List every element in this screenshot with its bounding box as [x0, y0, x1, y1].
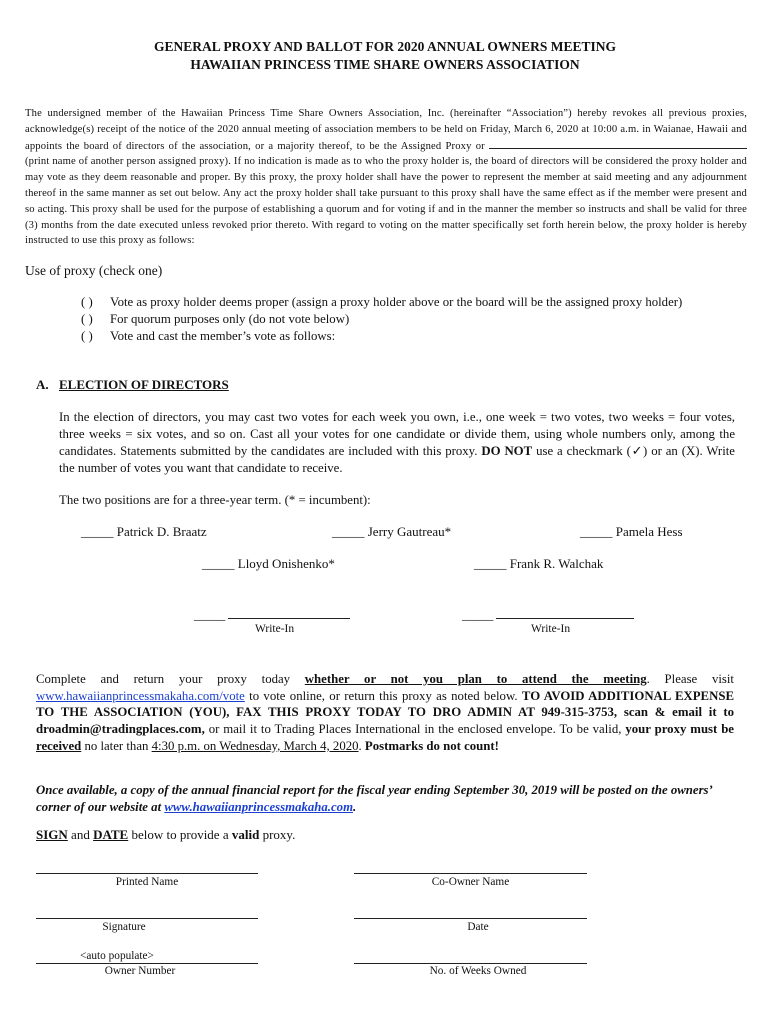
form-title: GENERAL PROXY AND BALLOT FOR 2020 ANNUAL OWNERS MEETING	[153, 39, 617, 54]
intro-text-2: (print name of another person assigned proxy). If no indication is made as to who the proxy holder is, the board of directors will be considered the proxy holder and may vote as they deem reasonable and proper. By this proxy, the proxy holder shall have the power to represent the member at said meeting and any adjournment thereof in the same manner as set out below. Any act the proxy holder shall take pursuant to this proxy shall have the same effect as if the member were present and so acting. This proxy shall be used for the purpose of establishing a quorum and for voting if and in the manner the member so instructs and shall be valid for three (3) months from the date executed unless revoked prior thereto. With regard to voting on the matter specifically set forth herein below, the proxy holder is hereby instructed to use this proxy as follows:	[25, 156, 747, 247]
note-text: .	[353, 800, 357, 814]
election-text: In the election of directors, you may cast two votes for each week you own, i.e., one week = two votes, two weeks = four votes, three weeks = six votes, and so on. Cast all your votes for one candidate or divide them, using whole numbers only, among the candidates. Statements submitted by the candidates are included with this proxy.	[59, 410, 735, 458]
note-text: Once available, a copy of the annual financial report for the fiscal year ending September 30, 2019 will be posted on the owners’ corner of our website at	[36, 783, 712, 814]
proxy-option-vote[interactable]	[81, 328, 682, 345]
co-owner-name-label: Co-Owner Name	[431, 876, 510, 888]
candidate-patrick-braatz[interactable]: _____ Patrick D. Braatz	[81, 524, 207, 539]
assigned-proxy-name-field[interactable]	[489, 138, 747, 149]
write-in-field-2[interactable]	[462, 606, 634, 623]
fax-instructions: TO AVOID ADDITIONAL EXPENSE TO THE ASSOCIATION (YOU), FAX THIS PROXY TODAY TO DRO ADMIN AT 949-315-3753, scan & email it to droadmin@tradingplaces.com,	[36, 688, 734, 737]
candidate-pamela-hess[interactable]: _____ Pamela Hess	[580, 524, 683, 539]
financial-report-note	[36, 782, 734, 816]
option-label: Vote and cast the member’s vote as follows:	[110, 329, 336, 343]
weeks-owned-label: No. of Weeks Owned	[429, 965, 527, 977]
option-label: For quorum purposes only (do not vote below)	[110, 312, 350, 326]
closing-text: Complete and return your proxy today	[36, 672, 291, 686]
section-title: ELECTION OF DIRECTORS	[59, 377, 229, 392]
signature-label: Signature	[102, 921, 146, 933]
signature-field[interactable]	[36, 918, 258, 919]
intro-paragraph	[25, 106, 747, 249]
owner-number-value: <auto populate>	[80, 950, 154, 962]
received-emphasis: your proxy must be	[625, 722, 734, 737]
write-in-name-line[interactable]	[496, 606, 634, 619]
owner-number-label: Owner Number	[104, 965, 176, 977]
election-text-2: use a checkmark (✓) or an (X). Write the number of votes you want that candidate to receive.	[59, 444, 735, 475]
date-word: DATE	[93, 827, 129, 842]
candidate-frank-walchak[interactable]: _____ Frank R. Walchak	[474, 556, 604, 571]
owner-number-field[interactable]	[36, 963, 258, 964]
postmark-warning: Postmarks do not count!	[364, 738, 499, 753]
write-in-label-2: Write-In	[531, 623, 571, 635]
checkbox-parens[interactable]: ( )	[81, 312, 93, 326]
vote-blank: _____	[194, 608, 226, 622]
printed-name-label: Printed Name	[115, 876, 179, 888]
date-field[interactable]	[354, 918, 587, 919]
vote-link[interactable]: www.hawaiianprincessmakaha.com/vote	[36, 688, 245, 703]
proxy-option-quorum[interactable]	[81, 311, 682, 328]
closing-text: to vote online, or return this proxy as noted below.	[249, 688, 518, 703]
checkbox-parens[interactable]: ( )	[81, 295, 93, 309]
website-link[interactable]: www.hawaiianprincessmakaha.com	[164, 800, 354, 814]
sign-text: proxy.	[262, 827, 296, 842]
checkbox-parens[interactable]: ( )	[81, 329, 93, 343]
closing-text: no later than	[84, 738, 149, 753]
sign-text: and	[71, 827, 90, 842]
closing-text: or mail it to Trading Places International in the enclosed envelope. To be valid,	[208, 722, 622, 737]
printed-name-field[interactable]	[36, 873, 258, 874]
do-not-emphasis: DO NOT	[481, 444, 533, 458]
closing-text: .	[358, 738, 362, 753]
received-word: received	[36, 738, 82, 753]
write-in-label-1: Write-In	[255, 623, 295, 635]
intro-text-1: The undersigned member of the Hawaiian Princess Time Share Owners Association, Inc. (hereinafter “Association”) hereby revokes all previous proxies, acknowledge(s) receipt of the notice of the 2020 annual meeting of association members to be held on Friday, March 6, 2020 at 10:00 a.m. in Waianae, Hawaii and appoints the board of directors of the association, or a majority thereof, to be the Assigned Proxy or	[25, 108, 747, 152]
valid-word: valid	[231, 827, 260, 842]
use-of-proxy-label: Use of proxy (check one)	[25, 263, 163, 278]
sign-word: SIGN	[36, 827, 68, 842]
proxy-option-discretion[interactable]	[81, 294, 682, 311]
attend-emphasis: whether or not you plan to attend the meeting	[304, 672, 647, 686]
section-a-heading	[36, 377, 229, 393]
weeks-owned-field[interactable]	[354, 963, 587, 964]
write-in-field-1[interactable]	[194, 606, 350, 623]
election-instructions	[59, 409, 735, 477]
write-in-name-line[interactable]	[228, 606, 350, 619]
date-label: Date	[467, 921, 489, 933]
sign-text: below to provide a	[131, 827, 229, 842]
proxy-options	[81, 294, 682, 345]
option-label: Vote as proxy holder deems proper (assign a proxy holder above or the board will be the assigned proxy holder)	[110, 295, 683, 309]
deadline: 4:30 p.m. on Wednesday, March 4, 2020	[151, 738, 359, 753]
association-name: HAWAIIAN PRINCESS TIME SHARE OWNERS ASSOCIATION	[190, 57, 580, 72]
section-label: A.	[36, 377, 49, 392]
sign-instruction	[36, 827, 295, 843]
return-instructions	[36, 671, 734, 755]
term-note: The two positions are for a three-year term. (* = incumbent):	[59, 493, 371, 507]
co-owner-name-field[interactable]	[354, 873, 587, 874]
vote-blank: _____	[462, 608, 494, 622]
candidate-jerry-gautreau[interactable]: _____ Jerry Gautreau*	[332, 524, 452, 539]
candidate-lloyd-onishenko[interactable]: _____ Lloyd Onishenko*	[202, 556, 335, 571]
closing-text: . Please visit	[646, 672, 734, 686]
